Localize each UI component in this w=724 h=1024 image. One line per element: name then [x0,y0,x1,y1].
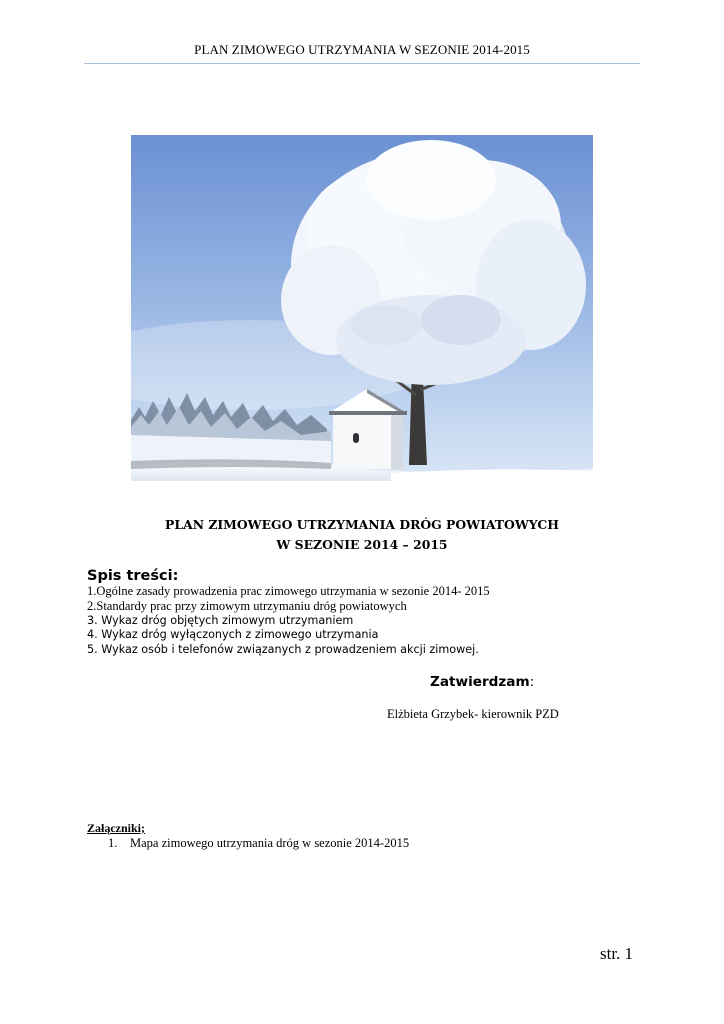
approval-label-text: Zatwierdzam [430,674,530,690]
document-title [131,515,593,555]
page-number: str. 1 [600,944,634,963]
toc-item: 5. Wykaz osób i telefonów związanych z prowadzeniem akcji zimowej. [87,643,479,657]
attachment-text: Mapa zimowego utrzymania dróg w sezonie 2014-2015 [130,836,410,850]
document-title-line-1: PLAN ZIMOWEGO UTRZYMANIA DRÓG POWIATOWYCH [165,517,559,532]
attachments-list [108,836,409,851]
table-of-contents-heading: Spis treści: [87,568,179,584]
approval-label [430,673,534,691]
table-of-contents [87,584,490,658]
approval-colon: : [529,674,535,690]
attachments-heading: Załączniki; [87,821,146,835]
signatory: Elżbieta Grzybek- kierownik PZD [387,707,559,721]
running-header: PLAN ZIMOWEGO UTRZYMANIA W SEZONIE 2014-2015 [194,42,530,57]
toc-item: 3. Wykaz dróg objętych zimowym utrzymaniem [87,613,354,627]
attachment-number: 1. [108,836,118,850]
cover-photo [131,135,593,481]
document-title-line-2: W SEZONIE 2014 – 2015 [276,537,448,552]
attachment-item [108,836,409,851]
toc-item: 4. Wykaz dróg wyłączonych z zimowego utrzymania [87,628,379,642]
header-rule [84,63,640,64]
toc-item: 1.Ogólne zasady prowadzenia prac zimowego utrzymania w sezonie 2014- 2015 [87,584,490,598]
toc-item: 2.Standardy prac przy zimowym utrzymaniu dróg powiatowych [87,598,407,613]
